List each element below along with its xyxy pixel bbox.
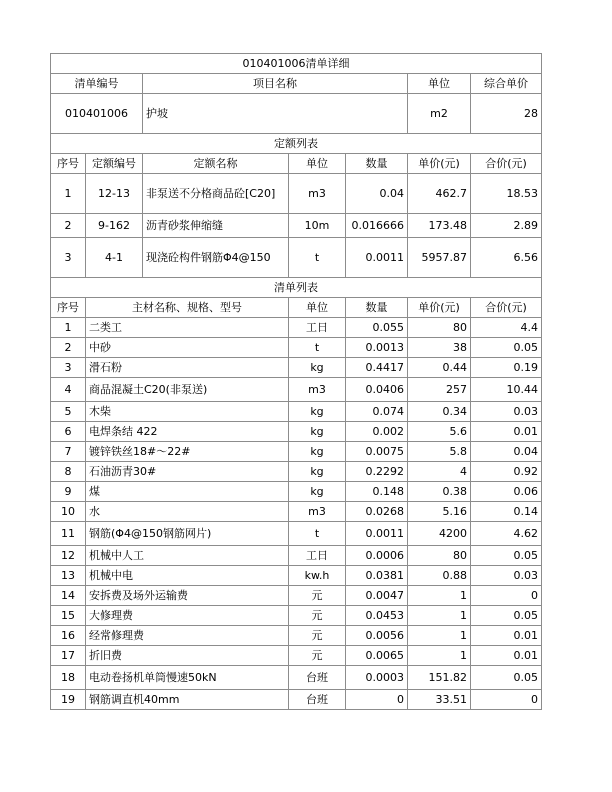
material-row (51, 626, 542, 646)
material-seq-header: 序号 (51, 298, 86, 318)
material-row (51, 462, 542, 482)
quota-code: 12-13 (86, 174, 143, 214)
material-qty: 0.0013 (346, 338, 408, 358)
quota-qty: 0.0011 (346, 238, 408, 278)
material-qty: 0.0011 (346, 522, 408, 546)
material-name: 电动卷扬机单筒慢速50kN (86, 666, 289, 690)
material-row (51, 318, 542, 338)
item-code: 010401006 (51, 94, 143, 134)
material-unit: t (289, 338, 346, 358)
quota-row (51, 214, 542, 238)
code-header: 清单编号 (51, 74, 143, 94)
material-row (51, 378, 542, 402)
material-qty: 0 (346, 690, 408, 710)
material-price: 80 (408, 546, 471, 566)
material-unit: t (289, 522, 346, 546)
item-price: 28 (471, 94, 542, 134)
material-name: 石油沥青30# (86, 462, 289, 482)
material-name: 中砂 (86, 338, 289, 358)
quota-unit: m3 (289, 174, 346, 214)
material-qty: 0.0268 (346, 502, 408, 522)
material-price: 0.34 (408, 402, 471, 422)
quota-total: 6.56 (471, 238, 542, 278)
material-unit: kg (289, 442, 346, 462)
material-price: 0.44 (408, 358, 471, 378)
material-row (51, 358, 542, 378)
material-total: 0 (471, 690, 542, 710)
material-price: 4 (408, 462, 471, 482)
material-name: 大修理费 (86, 606, 289, 626)
material-name: 电焊条结 422 (86, 422, 289, 442)
material-price: 5.16 (408, 502, 471, 522)
material-total: 0.01 (471, 646, 542, 666)
material-price: 38 (408, 338, 471, 358)
material-name: 安拆费及场外运输费 (86, 586, 289, 606)
material-row (51, 422, 542, 442)
material-total: 0.05 (471, 546, 542, 566)
unit-header: 单位 (408, 74, 471, 94)
material-qty: 0.0056 (346, 626, 408, 646)
material-price: 80 (408, 318, 471, 338)
material-seq: 4 (51, 378, 86, 402)
quota-qty: 0.016666 (346, 214, 408, 238)
material-row (51, 666, 542, 690)
material-seq: 1 (51, 318, 86, 338)
material-total: 0.01 (471, 626, 542, 646)
material-row (51, 586, 542, 606)
material-unit: m3 (289, 502, 346, 522)
title-row (51, 54, 542, 74)
material-seq: 16 (51, 626, 86, 646)
material-name: 滑石粉 (86, 358, 289, 378)
table-body (51, 54, 542, 710)
material-price: 1 (408, 646, 471, 666)
material-seq: 15 (51, 606, 86, 626)
quota-total: 18.53 (471, 174, 542, 214)
material-qty: 0.0075 (346, 442, 408, 462)
material-total: 0 (471, 586, 542, 606)
material-unit-header: 单位 (289, 298, 346, 318)
item-unit: m2 (408, 94, 471, 134)
material-row (51, 338, 542, 358)
material-unit: 台班 (289, 690, 346, 710)
material-seq: 19 (51, 690, 86, 710)
material-qty: 0.0047 (346, 586, 408, 606)
material-seq: 18 (51, 666, 86, 690)
quota-seq: 2 (51, 214, 86, 238)
material-unit: 台班 (289, 666, 346, 690)
material-section-title: 清单列表 (51, 278, 542, 298)
quota-qty: 0.04 (346, 174, 408, 214)
quota-unit: 10m (289, 214, 346, 238)
material-row (51, 402, 542, 422)
material-price: 0.88 (408, 566, 471, 586)
material-unit: kg (289, 482, 346, 502)
material-seq: 3 (51, 358, 86, 378)
material-price: 4200 (408, 522, 471, 546)
material-unit: m3 (289, 378, 346, 402)
quota-code-header: 定额编号 (86, 154, 143, 174)
material-row (51, 482, 542, 502)
material-total-header: 合价(元) (471, 298, 542, 318)
material-unit: 元 (289, 646, 346, 666)
quota-code: 9-162 (86, 214, 143, 238)
item-row (51, 94, 542, 134)
material-seq: 11 (51, 522, 86, 546)
material-unit: kg (289, 462, 346, 482)
table-title: 010401006清单详细 (51, 54, 542, 74)
material-row (51, 442, 542, 462)
material-price: 1 (408, 606, 471, 626)
material-total: 0.03 (471, 402, 542, 422)
material-qty: 0.0381 (346, 566, 408, 586)
material-name: 机械中人工 (86, 546, 289, 566)
material-row (51, 690, 542, 710)
quota-seq-header: 序号 (51, 154, 86, 174)
material-qty: 0.2292 (346, 462, 408, 482)
material-price: 1 (408, 626, 471, 646)
material-unit: 元 (289, 606, 346, 626)
material-section-row (51, 278, 542, 298)
quota-seq: 3 (51, 238, 86, 278)
quota-price: 462.7 (408, 174, 471, 214)
material-seq: 13 (51, 566, 86, 586)
material-unit: kg (289, 402, 346, 422)
material-row (51, 646, 542, 666)
item-name: 护坡 (143, 94, 408, 134)
material-name: 折旧费 (86, 646, 289, 666)
material-name: 钢筋(Φ4@150钢筋网片) (86, 522, 289, 546)
material-qty: 0.074 (346, 402, 408, 422)
material-qty: 0.055 (346, 318, 408, 338)
material-seq: 12 (51, 546, 86, 566)
material-price: 33.51 (408, 690, 471, 710)
material-row (51, 546, 542, 566)
material-unit: kw.h (289, 566, 346, 586)
quota-name: 沥青砂浆伸缩缝 (143, 214, 289, 238)
quota-name: 现浇砼构件钢筋Φ4@150 (143, 238, 289, 278)
quota-name-header: 定额名称 (143, 154, 289, 174)
material-qty: 0.0003 (346, 666, 408, 690)
material-seq: 5 (51, 402, 86, 422)
material-price: 257 (408, 378, 471, 402)
material-header-row (51, 298, 542, 318)
material-qty: 0.0006 (346, 546, 408, 566)
material-seq: 17 (51, 646, 86, 666)
material-unit: 元 (289, 586, 346, 606)
quota-header-row (51, 154, 542, 174)
material-unit: kg (289, 358, 346, 378)
price-header: 综合单价 (471, 74, 542, 94)
material-unit: kg (289, 422, 346, 442)
material-total: 0.06 (471, 482, 542, 502)
material-total: 0.05 (471, 666, 542, 690)
material-seq: 8 (51, 462, 86, 482)
material-qty: 0.0065 (346, 646, 408, 666)
material-total: 0.01 (471, 422, 542, 442)
material-seq: 7 (51, 442, 86, 462)
material-qty: 0.148 (346, 482, 408, 502)
material-total: 0.05 (471, 606, 542, 626)
material-name: 钢筋调直机40mm (86, 690, 289, 710)
material-price: 0.38 (408, 482, 471, 502)
quota-row (51, 238, 542, 278)
material-total: 0.92 (471, 462, 542, 482)
material-qty: 0.4417 (346, 358, 408, 378)
material-price-header: 单价(元) (408, 298, 471, 318)
quota-total: 2.89 (471, 214, 542, 238)
material-seq: 2 (51, 338, 86, 358)
quota-seq: 1 (51, 174, 86, 214)
quota-total-header: 合价(元) (471, 154, 542, 174)
quota-qty-header: 数量 (346, 154, 408, 174)
material-price: 5.8 (408, 442, 471, 462)
material-price: 5.6 (408, 422, 471, 442)
material-row (51, 522, 542, 546)
material-seq: 9 (51, 482, 86, 502)
material-name-header: 主材名称、规格、型号 (86, 298, 289, 318)
material-seq: 6 (51, 422, 86, 442)
material-total: 4.4 (471, 318, 542, 338)
material-unit: 工日 (289, 318, 346, 338)
material-price: 1 (408, 586, 471, 606)
material-row (51, 502, 542, 522)
quota-row (51, 174, 542, 214)
material-name: 机械中电 (86, 566, 289, 586)
material-seq: 10 (51, 502, 86, 522)
bill-detail-table (50, 53, 542, 710)
quota-name: 非泵送不分格商品砼[C20] (143, 174, 289, 214)
quota-unit: t (289, 238, 346, 278)
quota-price-header: 单价(元) (408, 154, 471, 174)
material-total: 10.44 (471, 378, 542, 402)
material-unit: 元 (289, 626, 346, 646)
material-name: 木柴 (86, 402, 289, 422)
material-qty: 0.002 (346, 422, 408, 442)
material-total: 0.04 (471, 442, 542, 462)
material-seq: 14 (51, 586, 86, 606)
material-total: 0.19 (471, 358, 542, 378)
quota-code: 4-1 (86, 238, 143, 278)
material-price: 151.82 (408, 666, 471, 690)
quota-section-title: 定额列表 (51, 134, 542, 154)
name-header: 项目名称 (143, 74, 408, 94)
material-name: 煤 (86, 482, 289, 502)
material-name: 水 (86, 502, 289, 522)
material-qty: 0.0453 (346, 606, 408, 626)
material-qty-header: 数量 (346, 298, 408, 318)
material-unit: 工日 (289, 546, 346, 566)
quota-section-row (51, 134, 542, 154)
quota-price: 5957.87 (408, 238, 471, 278)
material-name: 经常修理费 (86, 626, 289, 646)
material-name: 二类工 (86, 318, 289, 338)
material-name: 镀锌铁丝18#～22# (86, 442, 289, 462)
material-row (51, 606, 542, 626)
material-name: 商品混凝土C20(非泵送) (86, 378, 289, 402)
material-qty: 0.0406 (346, 378, 408, 402)
item-header-row (51, 74, 542, 94)
material-row (51, 566, 542, 586)
quota-price: 173.48 (408, 214, 471, 238)
material-total: 4.62 (471, 522, 542, 546)
material-total: 0.05 (471, 338, 542, 358)
quota-unit-header: 单位 (289, 154, 346, 174)
material-total: 0.14 (471, 502, 542, 522)
material-total: 0.03 (471, 566, 542, 586)
